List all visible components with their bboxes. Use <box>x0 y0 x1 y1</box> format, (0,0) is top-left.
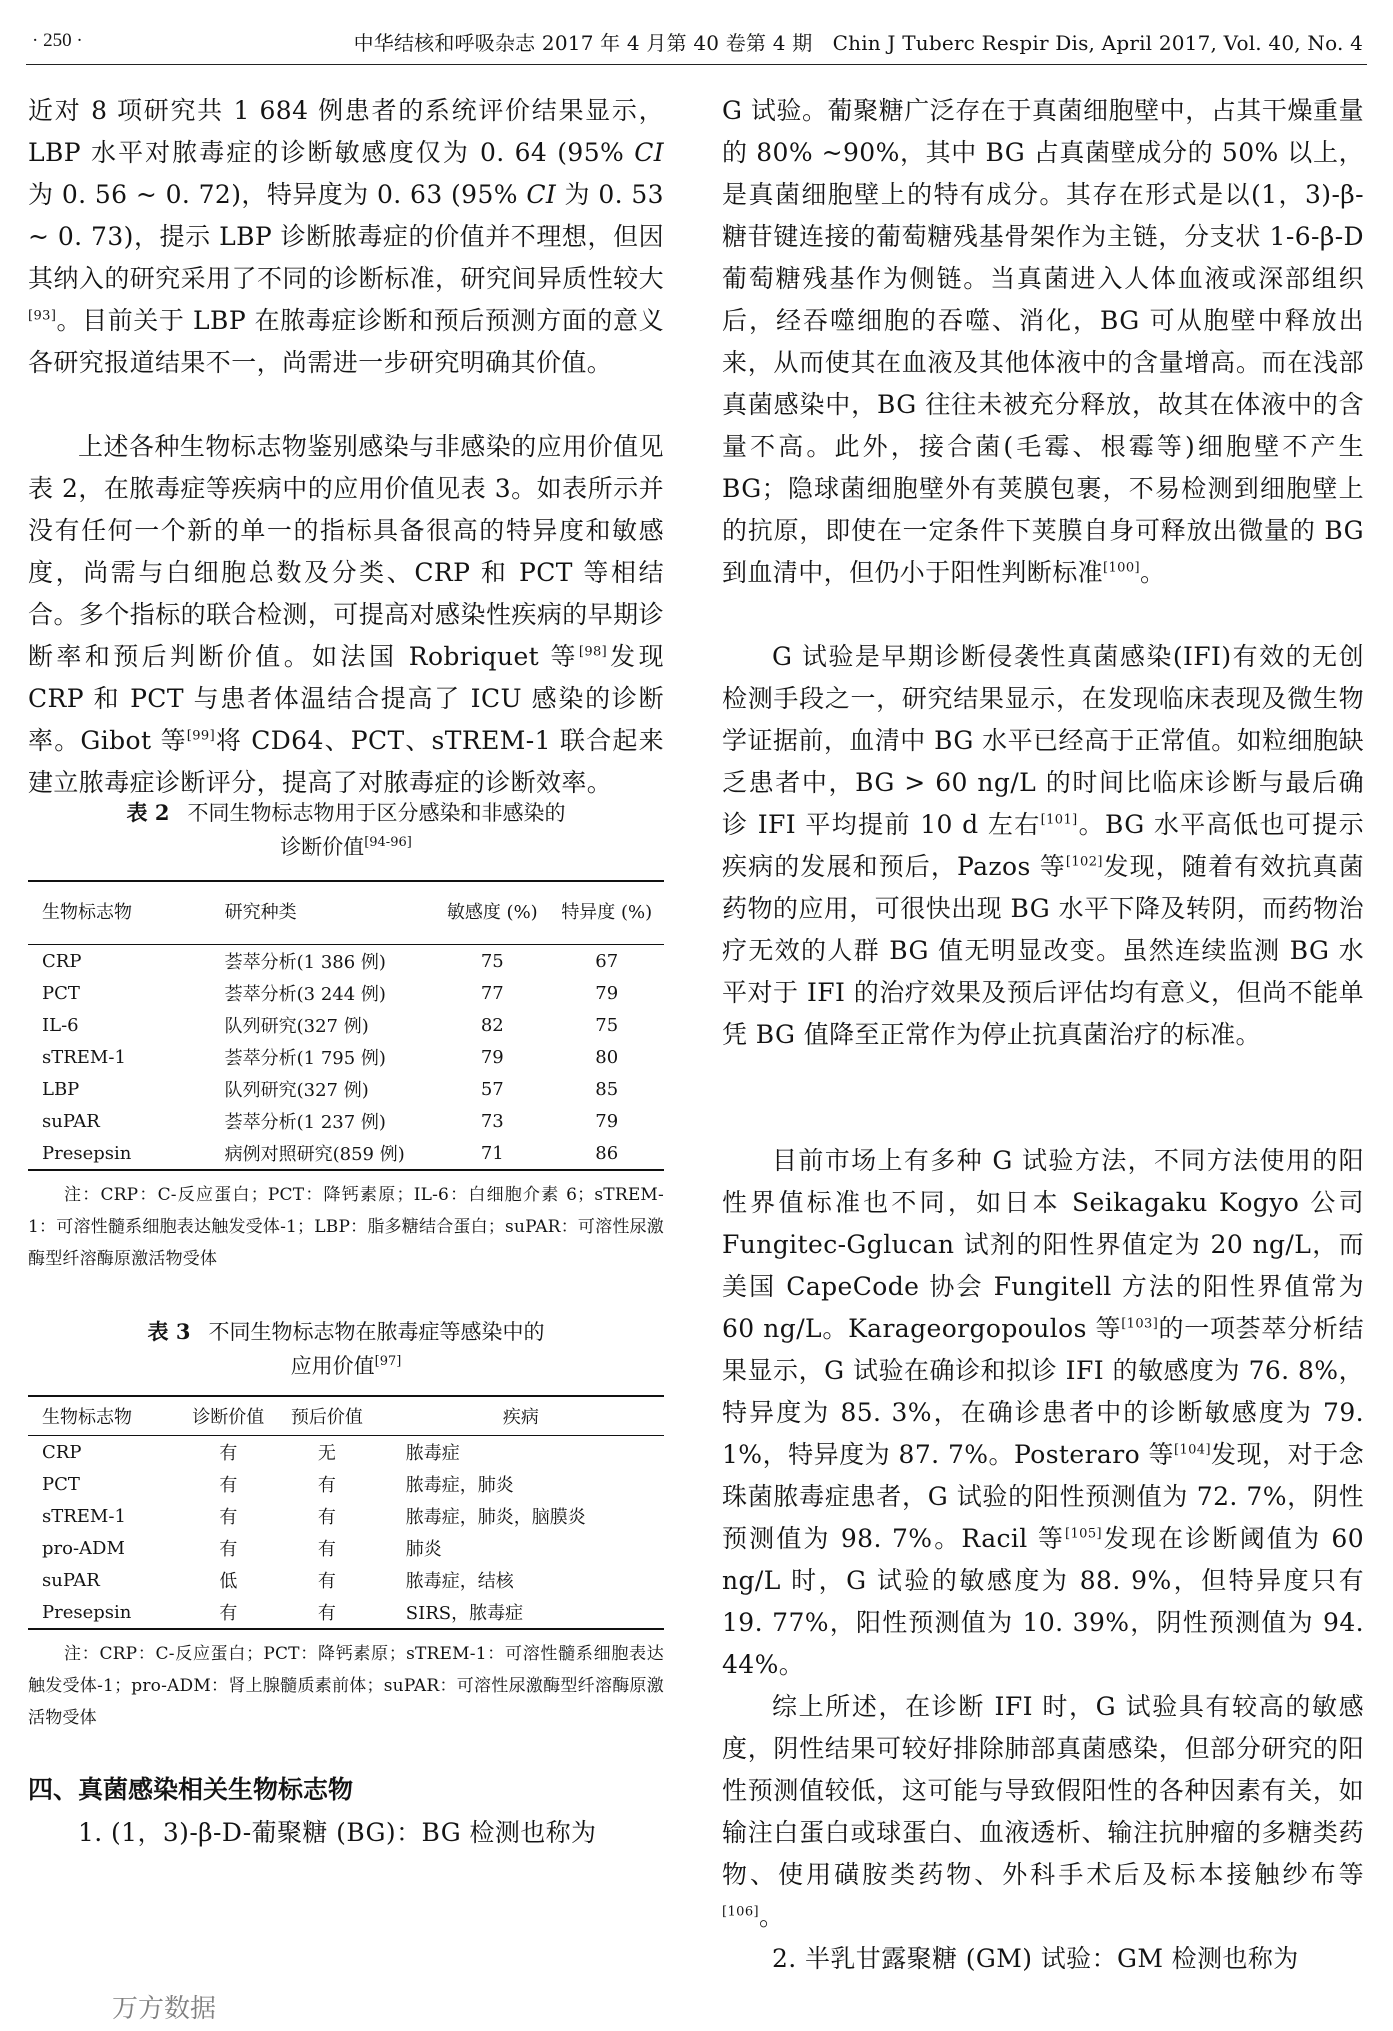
table-header-row: 生物标志物 诊断价值 预后价值 疾病 <box>28 1396 664 1436</box>
paragraph-g-test: G 试验。葡聚糖广泛存在于真菌细胞壁中，占其干燥重量的 80% ~90%，其中 BG 占真菌壁成分的 50% 以上，是真菌细胞壁上的特有成分。其存在形式是以(1，3)-β-糖苷键连接的葡萄糖残基骨架作为主链，分支状 1-6-β-D 葡萄糖残基作为侧链。当真菌进入人体血液或深部组织后，经吞噬细胞的吞噬、消化，BG 可从胞壁中释放出来，从而使其在血液及其他体液中的含量增高。而在浅部真菌感染中，BG 往往未被充分释放，故其在体液中的含量不高。此外，接合菌(毛霉、根霉等)细胞壁不产生 BG；隐球菌细胞壁外有荚膜包裹，不易检测到细胞壁上的抗原，即使在一定条件下荚膜自身可释放出微量的 BG 到血清中，但仍小于阳性判断标准[100]。 <box>722 96 1364 587</box>
table-cell: 有 <box>219 1443 238 1464</box>
table-cell: 队列研究(327 例) <box>224 1080 369 1101</box>
table-row <box>28 945 664 978</box>
citation-ref[interactable]: [101] <box>1040 812 1078 828</box>
table-cell: 有 <box>219 1475 238 1496</box>
right-column <box>722 90 1364 1980</box>
table-cell: 73 <box>480 1110 504 1132</box>
table-cell: 79 <box>595 1110 619 1132</box>
table-cell: 荟萃分析(1 386 例) <box>224 952 386 973</box>
paragraph-combined-markers: 上述各种生物标志物鉴别感染与非感染的应用价值见表 2，在脓毒症等疾病中的应用价值见表 3。如表所示并没有任何一个新的单一的指标具备很高的特异度和敏感度，尚需与白细胞总数及分类、CRP 和 PCT 等相结合。多个指标的联合检测，可提高对感染性疾病的早期诊断率和预后判断价值。如法国 Robriquet 等[98]发现 CRP 和 PCT 与患者体温结合提高了 ICU 感染的诊断率。Gibot 等[99]将 CD64、PCT、sTREM-1 联合起来建立脓毒症诊断评分，提高了对脓毒症的诊断效率。 <box>28 432 664 797</box>
citation-ref[interactable]: [106] <box>722 1904 759 1920</box>
section-4-heading: 四、真菌感染相关生物标志物 <box>28 1775 354 1804</box>
table-row <box>28 1436 664 1469</box>
table-row <box>28 977 664 1009</box>
table-row <box>28 1041 664 1073</box>
table-cell: 79 <box>595 982 619 1004</box>
table-3-caption: 表 3 不同生物标志物在脓毒症等感染中的 应用价值[97] <box>147 1319 545 1378</box>
citation-ref[interactable]: [105] <box>1065 1526 1102 1542</box>
table-2 <box>28 796 664 1275</box>
table-cell: 肺炎 <box>405 1539 442 1560</box>
table-cell: 85 <box>595 1078 619 1100</box>
journal-citation: 中华结核和呼吸杂志 2017 年 4 月第 40 卷第 4 期 Chin J Tuberc Respir Dis, April 2017, Vol. 40, No. 4 <box>353 31 1363 55</box>
table-cell: PCT <box>42 982 80 1004</box>
table-cell: 荟萃分析(1 237 例) <box>224 1112 386 1133</box>
page-number: · 250 · <box>32 30 83 51</box>
table-cell: CRP <box>42 1441 82 1463</box>
table-cell: 低 <box>219 1571 238 1592</box>
citation-ref[interactable]: [104] <box>1173 1442 1211 1458</box>
table-cell: suPAR <box>42 1569 100 1591</box>
paragraph-g-test-early-diagnosis: G 试验是早期诊断侵袭性真菌感染(IFI)有效的无创检测手段之一，研究结果显示，在发现临床表现及微生物学证据前，血清中 BG 水平已经高于正常值。如粒细胞缺乏患者中，BG > 60 ng/L 的时间比临床诊断与最后确诊 IFI 平均提前 10 d 左右[101]。BG 水平高低也可提示疾病的发展和预后，Pazos 等[102]发现，随着有效抗真菌药物的应用，可很快出现 BG 水平下降及转阴，而药物治疗无效的人群 BG 值无明显改变。虽然连续监测 BG 水平对于 IFI 的治疗效果及预后评估均有意义，但尚不能单凭 BG 值降至正常作为停止抗真菌治疗的标准。 <box>722 642 1364 1049</box>
table-cell: 77 <box>480 982 504 1004</box>
table-row <box>28 1009 664 1041</box>
citation-ref[interactable]: [99] <box>186 728 216 744</box>
paragraph-g-test-methods: 目前市场上有多种 G 试验方法，不同方法使用的阳性界值标准也不同，如日本 Seikagaku Kogyo 公司 Fungitec-Gglucan 试剂的阳性界值定为 20 ng/L，而美国 CapeCode 协会 Fungitell 方法的阳性界值常为 60 ng/L。Karageorgopoulos 等[103]的一项荟萃分析结果显示，G 试验在确诊和拟诊 IFI 的敏感度为 76. 8%，特异度为 85. 3%，在确诊患者中的诊断敏感度为 79. 1%，特异度为 87. 7%。Posteraro 等[104]发现，对于念珠菌脓毒症患者，G 试验的阳性预测值为 72. 7%，阴性预测值为 98. 7%。Racil 等[105]发现在诊断阈值为 60 ng/L 时，G 试验的敏感度为 88. 9%，但特异度只有 19. 77%，阳性预测值为 10. 39%，阴性预测值为 94. 44%。 <box>722 1146 1364 1679</box>
table-cell: 82 <box>480 1014 504 1036</box>
table-cell: sTREM-1 <box>42 1505 126 1527</box>
paragraph-lbp: 近对 8 项研究共 1 684 例患者的系统评价结果显示，LBP 水平对脓毒症的诊断敏感度仅为 0. 64 (95% CI 为 0. 56 ~ 0. 72)，特异度为 0. 63 (95% CI 为 0. 53 ~ 0. 73)，提示 LBP 诊断脓毒症的价值并不理想，但因其纳入的研究采用了不同的诊断标准，研究间异质性较大[93]。目前关于 LBP 在脓毒症诊断和预后预测方面的意义各研究报道结果不一，尚需进一步研究明确其价值。 <box>28 96 664 377</box>
table-cell: 75 <box>480 950 504 972</box>
table-cell: 67 <box>595 950 619 972</box>
citation-ref[interactable]: [102] <box>1065 854 1103 870</box>
table-cell: 有 <box>317 1539 336 1560</box>
table-cell: 有 <box>317 1507 336 1528</box>
table-header-row: 生物标志物 研究种类 敏感度 (%) 特异度 (%) <box>28 881 664 945</box>
table-cell: 脓毒症，肺炎 <box>405 1475 514 1496</box>
table-cell: 有 <box>219 1539 238 1560</box>
table-cell: 有 <box>219 1507 238 1528</box>
citation-ref[interactable]: [103] <box>1121 1316 1159 1332</box>
table-cell: CRP <box>42 950 82 972</box>
table-cell: 病例对照研究(859 例) <box>224 1144 405 1165</box>
table-row <box>28 1596 664 1629</box>
table-cell: 79 <box>480 1046 504 1068</box>
table-cell: IL-6 <box>42 1014 79 1036</box>
table-cell: 有 <box>317 1603 336 1624</box>
table-2-grid <box>28 880 664 1171</box>
table-cell: 荟萃分析(1 795 例) <box>224 1048 386 1069</box>
table-2-caption: 表 2 不同生物标志物用于区分感染和非感染的 诊断价值[94-96] <box>126 800 566 859</box>
paragraph-summary: 综上所述，在诊断 IFI 时，G 试验具有较高的敏感度，阴性结果可较好排除肺部真菌感染，但部分研究的阳性预测值较低，这可能与导致假阳性的各种因素有关，如输注白蛋白或球蛋白、血液透析、输注抗肿瘤的多糖类药物、使用磺胺类药物、外科手术后及标本接触纱布等[106]。 <box>722 1692 1364 1931</box>
table-2-note: 注：CRP：C-反应蛋白；PCT：降钙素原；IL-6：白细胞介素 6；sTREM-1：可溶性髓系细胞表达触发受体-1；LBP：脂多糖结合蛋白；suPAR：可溶性尿激酶型纤溶酶原激活物受体 <box>28 1185 664 1269</box>
table-cell: 无 <box>317 1443 336 1464</box>
table-3 <box>28 1315 664 1734</box>
table-cell: SIRS，脓毒症 <box>405 1603 524 1624</box>
table-cell: LBP <box>42 1078 80 1100</box>
table-cell: 脓毒症，肺炎，脑膜炎 <box>405 1507 586 1528</box>
table-cell: 脓毒症 <box>405 1443 460 1464</box>
table-cell: 86 <box>595 1142 619 1164</box>
citation-ref[interactable]: [98] <box>578 644 608 660</box>
citation-ref[interactable]: [93] <box>28 308 57 324</box>
table-cell: sTREM-1 <box>42 1046 126 1068</box>
table-row <box>28 1137 664 1170</box>
table-cell: 71 <box>480 1142 504 1164</box>
watermark-text: 万方数据 <box>112 1994 217 2024</box>
table-cell: 有 <box>219 1603 238 1624</box>
table-cell: Presepsin <box>42 1601 132 1623</box>
table-cell: pro-ADM <box>42 1537 125 1559</box>
citation-ref[interactable]: [100] <box>1103 560 1140 576</box>
table-cell: 有 <box>317 1571 336 1592</box>
paragraph-gm-test: 2. 半乳甘露聚糖 (GM) 试验：GM 检测也称为 <box>772 1944 1299 1973</box>
table-row <box>28 1532 664 1564</box>
table-row <box>28 1564 664 1596</box>
table-cell: 脓毒症，结核 <box>405 1571 514 1592</box>
table-cell: PCT <box>42 1473 80 1495</box>
paragraph-bg-intro: 1. (1，3)-β-D-葡聚糖 (BG)：BG 检测也称为 <box>78 1818 597 1847</box>
table-3-note: 注：CRP：C-反应蛋白；PCT：降钙素原；sTREM-1：可溶性髓系细胞表达触发受体-1；pro-ADM：肾上腺髓质素前体；suPAR：可溶性尿激酶型纤溶酶原激活物受体 <box>28 1644 664 1728</box>
table-row <box>28 1073 664 1105</box>
table-row <box>28 1500 664 1532</box>
table-cell: Presepsin <box>42 1142 132 1164</box>
table-cell: 57 <box>480 1078 504 1100</box>
left-column <box>28 90 664 1854</box>
table-3-grid <box>28 1395 664 1630</box>
table-cell: 80 <box>595 1046 619 1068</box>
table-cell: 荟萃分析(3 244 例) <box>224 984 386 1005</box>
header-rule <box>26 64 1367 65</box>
table-cell: 有 <box>317 1475 336 1496</box>
table-row <box>28 1468 664 1500</box>
table-cell: 队列研究(327 例) <box>224 1016 369 1037</box>
page-header <box>0 0 1393 70</box>
table-row <box>28 1105 664 1137</box>
table-cell: suPAR <box>42 1110 100 1132</box>
table-cell: 75 <box>595 1014 619 1036</box>
